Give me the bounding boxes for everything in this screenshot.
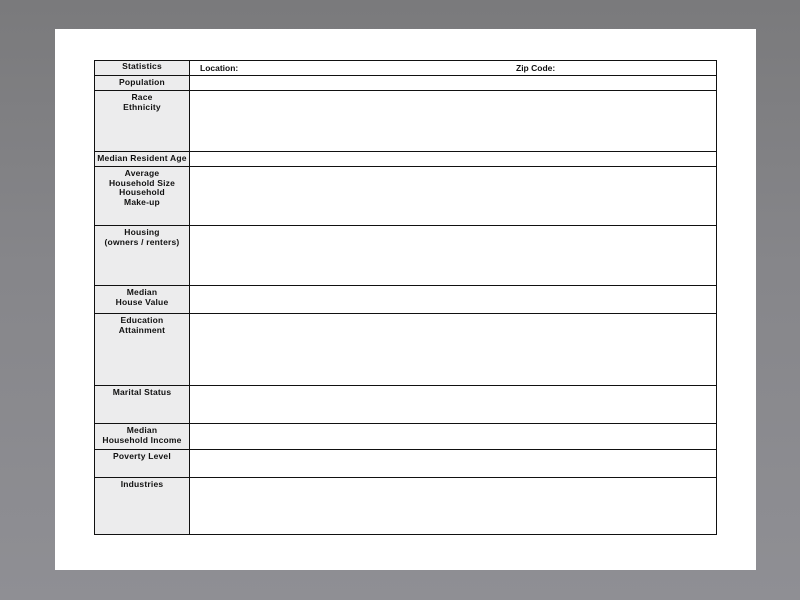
race-ethnicity-value-cell[interactable] <box>190 91 717 152</box>
statistics-header <box>95 61 190 76</box>
form-page <box>55 29 756 570</box>
row-label-housing: Housing (owners / renters) <box>95 226 190 286</box>
poverty-level-value-cell[interactable] <box>190 450 717 478</box>
row-label-marital-status: Marital Status <box>95 386 190 424</box>
row-label-industries: Industries <box>95 478 190 535</box>
row-label-median-resident-age: Median Resident Age <box>95 152 190 167</box>
row-label-poverty-level: Poverty Level <box>95 450 190 478</box>
table-row <box>95 314 717 386</box>
table-row <box>95 386 717 424</box>
population-value-cell[interactable] <box>190 76 717 91</box>
row-label-median-house-value: Median House Value <box>95 286 190 314</box>
table-row <box>95 450 717 478</box>
table-row <box>95 478 717 535</box>
row-label-education: Education Attainment <box>95 314 190 386</box>
table-row <box>95 152 717 167</box>
row-label-household: Average Household Size Household Make-up <box>95 167 190 226</box>
table-row <box>95 286 717 314</box>
row-label-median-household-income: Median Household Income <box>95 424 190 450</box>
zip-code-label: Zip Code: <box>516 63 556 73</box>
table-row <box>95 167 717 226</box>
industries-value-cell[interactable] <box>190 478 717 535</box>
table-row <box>95 76 717 91</box>
statistics-header-label: Statistics <box>122 61 162 71</box>
statistics-table <box>94 60 717 535</box>
table-row <box>95 226 717 286</box>
median-house-value-cell[interactable] <box>190 286 717 314</box>
row-label-population: Population <box>95 76 190 91</box>
location-zip-cell <box>190 61 717 76</box>
location-label: Location: <box>200 63 239 73</box>
table-row <box>95 91 717 152</box>
marital-status-value-cell[interactable] <box>190 386 717 424</box>
header-row <box>95 61 717 76</box>
table-row <box>95 424 717 450</box>
housing-value-cell[interactable] <box>190 226 717 286</box>
household-value-cell[interactable] <box>190 167 717 226</box>
education-value-cell[interactable] <box>190 314 717 386</box>
row-label-race-ethnicity: Race Ethnicity <box>95 91 190 152</box>
median-resident-age-value-cell[interactable] <box>190 152 717 167</box>
median-household-income-value-cell[interactable] <box>190 424 717 450</box>
